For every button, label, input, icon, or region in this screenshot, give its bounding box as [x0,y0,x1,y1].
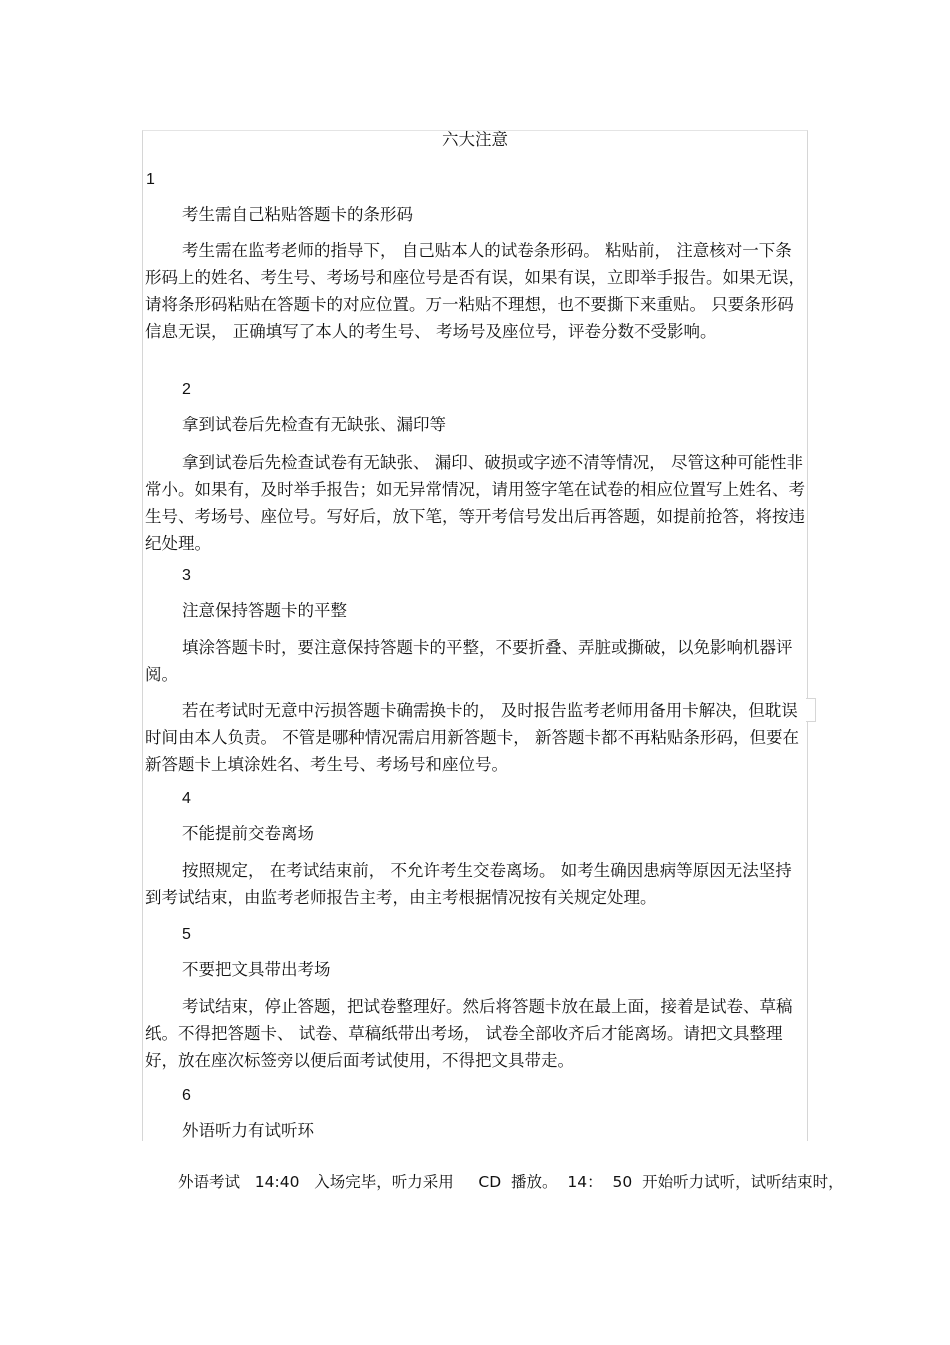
section-paragraph: 按照规定， 在考试结束前， 不允许考生交卷离场。 如考生确因患病等原因无法坚持到考试结束，由监考老师报告主考，由主考根据情况按有关规定处理。 [145,861,792,907]
section-heading: 外语听力有试听环 [182,1121,314,1140]
margin-marker [806,698,816,722]
section-number: 4 [182,790,191,807]
section-paragraph: 考试结束，停止答题，把试卷整理好。然后将答题卡放在最上面，接着是试卷、草稿纸。不得把答题卡、 试卷、草稿纸带出考场， 试卷全部收齐后才能离场。请把文具整理好，放在座次标签旁以便后面考试使用，不得把文具带走。 [145,997,793,1070]
page-title: 六大注意 [442,130,508,149]
section-number: 3 [182,567,191,584]
section-paragraph: 拿到试卷后先检查试卷有无缺张、 漏印、破损或字迹不清等情况， 尽管这种可能性非常小。如果有，及时举手报告；如无异常情况，请用签字笔在试卷的相应位置写上姓名、考生号、考场号、座位号。写好后，放下笔，等开考信号发出后再答题，如提前抢答，将按违纪处理。 [145,453,805,553]
section-heading: 拿到试卷后先检查有无缺张、漏印等 [182,415,446,434]
section-heading: 考生需自己粘贴答题卡的条形码 [182,205,413,224]
section-heading: 注意保持答题卡的平整 [182,601,347,620]
section-heading: 不要把文具带出考场 [182,960,331,979]
section-number: 6 [182,1087,191,1104]
footer-text: 外语考试 14:40 入场完毕，听力采用 CD 播放。 14： 50 开始听力试听，试听结束时， [178,1173,844,1191]
section-paragraph: 若在考试时无意中污损答题卡确需换卡的， 及时报告监考老师用备用卡解决，但耽误时间由本人负责。 不管是哪种情况需启用新答题卡， 新答题卡都不再粘贴条形码，但要在新答题卡上填涂姓名、考生号、考场号和座位号。 [145,701,799,774]
section-heading: 不能提前交卷离场 [182,824,314,843]
section-number: 1 [146,171,155,188]
section-number: 5 [182,926,191,943]
section-paragraph: 填涂答题卡时，要注意保持答题卡的平整，不要折叠、弄脏或撕破，以免影响机器评阅。 [145,638,793,684]
section-number: 2 [182,381,191,398]
section-paragraph: 考生需在监考老师的指导下， 自己贴本人的试卷条形码。 粘贴前， 注意核对一下条形码上的姓名、考生号、考场号和座位号是否有误，如果有误，立即举手报告。如果无误，请将条形码粘贴在答题卡的对应位置。万一粘贴不理想，也不要撕下来重贴。 只要条形码信息无误， 正确填写了本人的考生号、 考场号及座位号，评卷分数不受影响。 [145,241,805,341]
